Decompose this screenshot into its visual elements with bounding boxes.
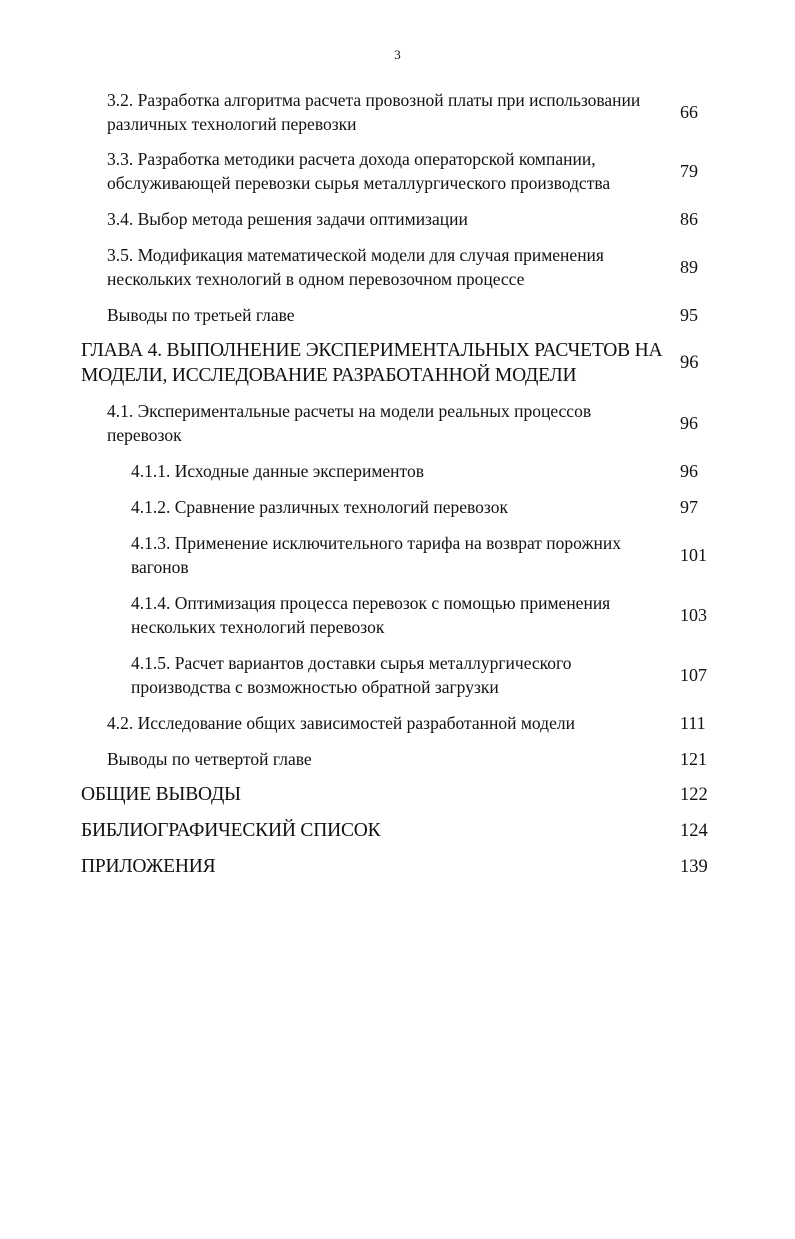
toc-entry-title: БИБЛИОГРАФИЧЕСКИЙ СПИСОК	[81, 820, 381, 841]
toc-entry-4-1-5[interactable]	[0, 651, 795, 699]
toc-entry-title: ОБЩИЕ ВЫВОДЫ	[81, 784, 241, 805]
toc-entry-title: 4.1.1. Исходные данные экспериментов	[131, 461, 424, 481]
toc-entry-appendices[interactable]	[0, 854, 795, 879]
toc-entry-page: 139	[680, 856, 708, 877]
toc-entry-title: 4.1.5. Расчет вариантов доставки сырья металлургического производства с возможностью обратной загрузки	[131, 653, 572, 697]
toc-entry-page: 79	[680, 161, 698, 181]
toc-entry-page: 122	[680, 784, 708, 805]
toc-entry-title: 3.2. Разработка алгоритма расчета провозной платы при использовании различных технологий перевозки	[107, 90, 641, 134]
toc-entry-page: 103	[680, 605, 707, 625]
toc-entry-page: 66	[680, 102, 698, 122]
toc-entry-4-1-4[interactable]	[0, 591, 795, 639]
toc-entry-title: 3.3. Разработка методики расчета дохода операторской компании, обслуживающей перевозки сырья металлургического производства	[107, 149, 611, 193]
toc-entry-3-2[interactable]	[0, 88, 795, 136]
toc-entry-page: 96	[680, 413, 698, 433]
toc-entry-conclusions-3[interactable]	[0, 303, 795, 327]
toc-entry-4-1-2[interactable]	[0, 495, 795, 519]
toc-entry-page: 86	[680, 209, 698, 229]
toc-entry-4-1[interactable]	[0, 399, 795, 447]
page-number: 3	[394, 47, 401, 62]
toc-entry-3-5[interactable]	[0, 243, 795, 291]
toc-entry-general-conclusions[interactable]	[0, 782, 795, 807]
toc-entry-4-1-3[interactable]	[0, 531, 795, 579]
toc-entry-4-1-1[interactable]	[0, 459, 795, 483]
toc-entry-3-3[interactable]	[0, 147, 795, 195]
toc-entry-page: 96	[680, 353, 699, 373]
toc-entry-3-4[interactable]	[0, 207, 795, 231]
toc-entry-title: 4.1.2. Сравнение различных технологий перевозок	[131, 497, 508, 517]
toc-entry-title: 4.1.3. Применение исключительного тарифа на возврат порожних вагонов	[131, 533, 622, 577]
toc-entry-title: ГЛАВА 4. ВЫПОЛНЕНИЕ ЭКСПЕРИМЕНТАЛЬНЫХ РАСЧЕТОВ НА МОДЕЛИ, ИССЛЕДОВАНИЕ РАЗРАБОТАННОЙ МОДЕЛИ	[81, 340, 663, 386]
table-of-contents	[0, 88, 795, 879]
toc-entry-4-2[interactable]	[0, 711, 795, 735]
toc-entry-conclusions-4[interactable]	[0, 747, 795, 771]
toc-entry-page: 107	[680, 665, 707, 685]
toc-entry-title: 4.1.4. Оптимизация процесса перевозок с помощью применения нескольких технологий перевозок	[131, 593, 611, 637]
toc-entry-page: 96	[680, 461, 698, 481]
toc-entry-title: 4.2. Исследование общих зависимостей разработанной модели	[107, 713, 575, 733]
toc-entry-title: Выводы по третьей главе	[107, 305, 295, 325]
toc-entry-page: 89	[680, 257, 698, 277]
toc-entry-bibliography[interactable]	[0, 818, 795, 843]
toc-entry-page: 101	[680, 545, 707, 565]
toc-entry-title: 3.5. Модификация математической модели для случая применения нескольких технологий в одном перевозочном процессе	[107, 245, 604, 289]
toc-entry-title: Выводы по четвертой главе	[107, 749, 312, 769]
toc-entry-page: 97	[680, 497, 698, 517]
toc-entry-title: 3.4. Выбор метода решения задачи оптимизации	[107, 209, 468, 229]
toc-entry-title: 4.1. Экспериментальные расчеты на модели реальных процессов перевозок	[107, 401, 592, 445]
toc-entry-page: 121	[680, 749, 707, 769]
toc-entry-page: 124	[680, 820, 708, 841]
toc-entry-title: ПРИЛОЖЕНИЯ	[81, 856, 216, 877]
toc-entry-chapter-4[interactable]	[0, 338, 795, 388]
toc-entry-page: 95	[680, 305, 698, 325]
toc-entry-page: 111	[680, 713, 706, 733]
